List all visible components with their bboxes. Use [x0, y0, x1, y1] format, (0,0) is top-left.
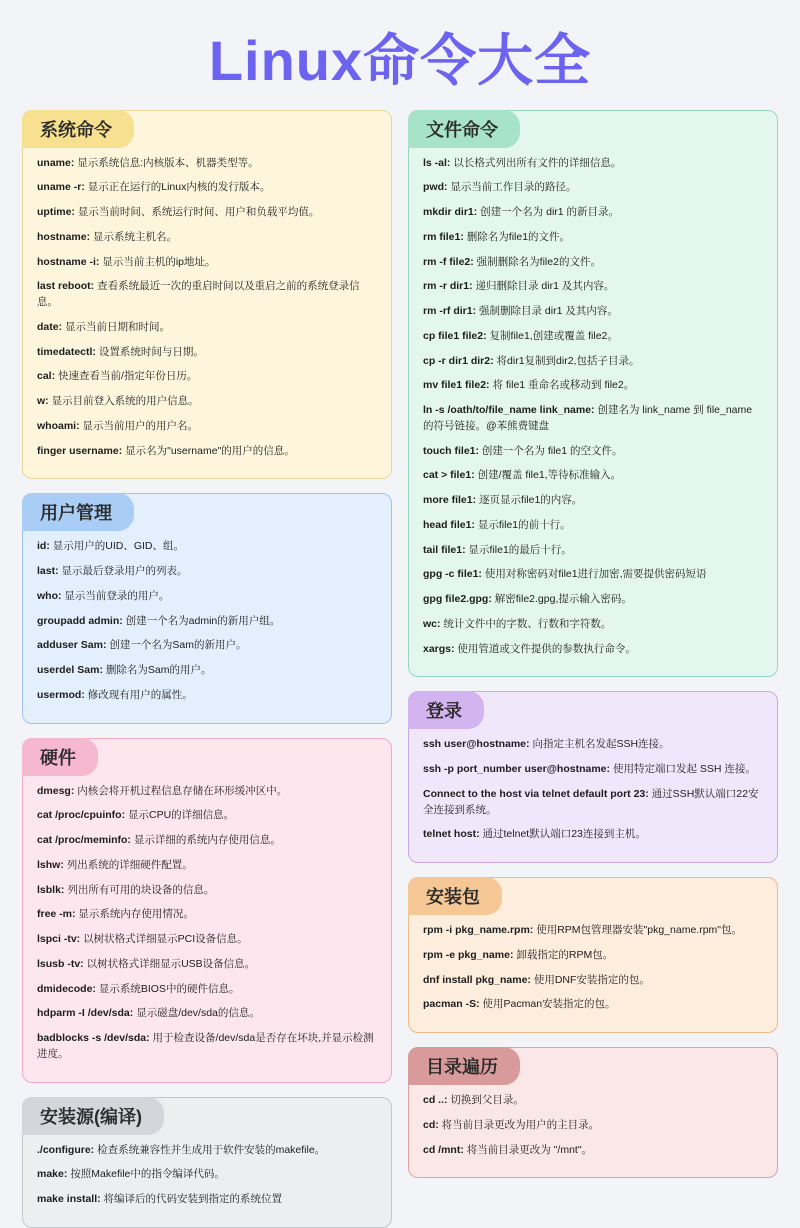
- command-item: groupadd admin: 创建一个名为admin的新用户组。: [37, 614, 281, 627]
- right-column: [408, 110, 778, 1179]
- command-item: uptime: 显示当前时间、系统运行时间、用户和负载平均值。: [37, 206, 320, 219]
- command-item: finger username: 显示名为"username"的用户的信息。: [37, 444, 295, 457]
- command-item: telnet host: 通过telnet默认端口23连接到主机。: [423, 828, 646, 841]
- command-item: whoami: 显示当前用户的用户名。: [37, 419, 199, 432]
- command-item: hdparm -I /dev/sda: 显示磁盘/dev/sda的信息。: [37, 1007, 260, 1020]
- card-heading: 系统命令: [22, 110, 134, 148]
- command-item: tail file1: 显示file1的最后十行。: [423, 543, 572, 556]
- command-item: more file1: 逐页显示file1的内容。: [423, 494, 583, 507]
- command-item: ./configure: 检查系统兼容性并生成用于软件安装的makefile。: [37, 1143, 326, 1156]
- command-item: xargs: 使用管道或文件提供的参数执行命令。: [423, 642, 636, 655]
- columns-container: [22, 110, 778, 1228]
- card-heading: 目录遍历: [408, 1047, 520, 1085]
- command-item: gpg -c file1: 使用对称密码对file1进行加密,需要提供密码短语: [423, 568, 707, 581]
- card-body: [409, 729, 777, 843]
- command-item: ln -s /oath/to/file_name link_name: 创建名为 link_name 到 file_name 的符号链接。@苯熊费键盘: [423, 404, 753, 432]
- command-item: rpm -e pkg_name: 卸载指定的RPM包。: [423, 948, 614, 961]
- command-item: cal: 快速查看当前/指定年份日历。: [37, 370, 198, 383]
- card-heading: 安装源(编译): [22, 1097, 164, 1135]
- command-item: pacman -S: 使用Pacman安装指定的包。: [423, 998, 616, 1011]
- command-item: rm -rf dir1: 强制删除目录 dir1 及其内容。: [423, 305, 618, 318]
- command-item: dmesg: 内核会将开机过程信息存储在环形缓冲区中。: [37, 784, 288, 797]
- card-section: [408, 691, 778, 863]
- command-item: dnf install pkg_name: 使用DNF安装指定的包。: [423, 973, 650, 986]
- card-section: [22, 738, 392, 1083]
- command-item: rm -f file2: 强制删除名为file2的文件。: [423, 255, 601, 268]
- command-item: cat > file1: 创建/覆盖 file1,等待标准输入。: [423, 469, 622, 482]
- command-item: rm file1: 删除名为file1的文件。: [423, 230, 571, 243]
- command-item: free -m: 显示系统内存使用情况。: [37, 908, 194, 921]
- card-body: [23, 531, 391, 703]
- command-item: timedatectl: 设置系统时间与日期。: [37, 345, 204, 358]
- command-item: rpm -i pkg_name.rpm: 使用RPM包管理器安装"pkg_name.rpm"包。: [423, 924, 743, 937]
- command-item: cat /proc/cpuinfo: 显示CPU的详细信息。: [37, 809, 235, 822]
- command-item: cd: 将当前目录更改为用户的主目录。: [423, 1118, 600, 1131]
- command-item: mkdir dir1: 创建一个名为 dir1 的新目录。: [423, 206, 620, 219]
- command-item: ssh -p port_number user@hostname: 使用特定端口发起 SSH 连接。: [423, 763, 756, 776]
- command-item: pwd: 显示当前工作目录的路径。: [423, 181, 577, 194]
- command-item: badblocks -s /dev/sda: 用于检查设备/dev/sda是否存在坏块,并显示检测进度。: [37, 1032, 374, 1060]
- card-body: [409, 148, 777, 658]
- command-item: head file1: 显示file1的前十行。: [423, 518, 571, 531]
- card-heading: 文件命令: [408, 110, 520, 148]
- command-item: Connect to the host via telnet default port 23: 通过SSH默认端口22安全连接到系统。: [423, 787, 759, 816]
- command-item: w: 显示目前登入系统的用户信息。: [37, 395, 199, 408]
- command-item: mv file1 file2: 将 file1 重命名或移动到 file2。: [423, 379, 635, 392]
- card-heading: 安装包: [408, 877, 502, 915]
- command-item: last: 显示最后登录用户的列表。: [37, 565, 188, 578]
- command-item: make: 按照Makefile中的指令编译代码。: [37, 1168, 225, 1181]
- command-item: uname: 显示系统信息:内核版本、机器类型等。: [37, 156, 259, 169]
- page-title: Linux命令大全: [208, 29, 592, 92]
- card-section: [22, 1097, 392, 1228]
- card-section: [408, 1047, 778, 1178]
- command-item: userdel Sam: 删除名为Sam的用户。: [37, 664, 212, 677]
- command-item: last reboot: 查看系统最近一次的重启时间以及重启之前的系统登录信息。: [37, 280, 360, 309]
- command-item: ssh user@hostname: 向指定主机名发起SSH连接。: [423, 738, 670, 751]
- command-item: uname -r: 显示正在运行的Linux内核的发行版本。: [37, 181, 271, 194]
- command-item: adduser Sam: 创建一个名为Sam的新用户。: [37, 639, 247, 652]
- command-item: ls -al: 以长格式列出所有文件的详细信息。: [423, 156, 622, 169]
- command-item: lsblk: 列出所有可用的块设备的信息。: [37, 883, 215, 896]
- command-item: cd ..: 切换到父目录。: [423, 1094, 524, 1107]
- card-section: [408, 877, 778, 1033]
- command-item: id: 显示用户的UID、GID、组。: [37, 540, 184, 553]
- command-item: who: 显示当前登录的用户。: [37, 589, 170, 602]
- command-item: hostname -i: 显示当前主机的ip地址。: [37, 255, 216, 268]
- command-item: make install: 将编译后的代码安装到指定的系统位置: [37, 1193, 283, 1206]
- card-section: [408, 110, 778, 678]
- command-item: cp -r dir1 dir2: 将dir1复制到dir2,包括子目录。: [423, 354, 640, 367]
- command-item: cat /proc/meminfo: 显示详细的系统内存使用信息。: [37, 834, 281, 847]
- command-item: dmidecode: 显示系统BIOS中的硬件信息。: [37, 982, 240, 995]
- command-item: gpg file2.gpg: 解密file2.gpg,提示输入密码。: [423, 593, 632, 606]
- command-item: hostname: 显示系统主机名。: [37, 230, 178, 243]
- command-item: touch file1: 创建一个名为 file1 的空文件。: [423, 444, 623, 457]
- command-item: usermod: 修改现有用户的属性。: [37, 688, 193, 701]
- command-item: lspci -tv: 以树状格式详细显示PCI设备信息。: [37, 933, 248, 946]
- card-section: [22, 110, 392, 480]
- command-item: rm -r dir1: 递归删除目录 dir1 及其内容。: [423, 280, 615, 293]
- card-section: [22, 493, 392, 723]
- command-item: wc: 统计文件中的字数、行数和字符数。: [423, 617, 612, 630]
- card-body: [23, 1135, 391, 1208]
- command-item: cp file1 file2: 复制file1,创建或覆盖 file2。: [423, 329, 618, 342]
- command-item: lshw: 列出系统的详细硬件配置。: [37, 858, 193, 871]
- card-body: [23, 148, 391, 460]
- card-body: [409, 915, 777, 1013]
- card-body: [409, 1085, 777, 1158]
- card-body: [23, 776, 391, 1063]
- card-heading: 登录: [408, 691, 484, 729]
- card-heading: 硬件: [22, 738, 98, 776]
- left-column: [22, 110, 392, 1228]
- card-heading: 用户管理: [22, 493, 134, 531]
- command-item: cd /mnt: 将当前目录更改为 "/mnt"。: [423, 1143, 593, 1156]
- command-item: lsusb -tv: 以树状格式详细显示USB设备信息。: [37, 957, 256, 970]
- command-item: date: 显示当前日期和时间。: [37, 320, 171, 333]
